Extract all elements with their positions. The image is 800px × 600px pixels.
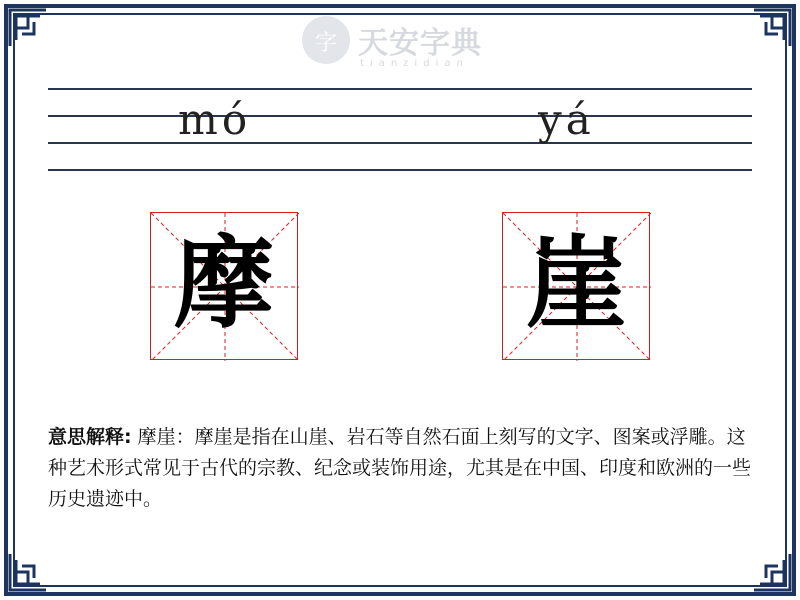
corner-ornament-top-left — [8, 8, 48, 48]
logo-subtitle: tianzidian — [360, 58, 469, 69]
logo-mark: 字 — [302, 16, 350, 64]
explanation-text: 摩崖：摩崖是指在山崖、岩石等自然石面上刻写的文字、图案或浮雕。这种艺术形式常见于古代的宗教、纪念或装饰用途，尤其是在中国、印度和欧洲的一些历史遗迹中。 — [48, 426, 752, 510]
corner-ornament-bottom-left — [8, 552, 48, 592]
explanation — [48, 422, 752, 515]
character-grid-1 — [150, 212, 298, 360]
corner-ornament-bottom-right — [752, 552, 792, 592]
pinyin-1: mó — [178, 95, 252, 144]
site-logo — [302, 12, 502, 72]
character-grid-2 — [502, 212, 650, 360]
character-1: 摩 — [174, 224, 274, 342]
character-2: 崖 — [526, 224, 626, 342]
explanation-label: 意思解释: — [48, 426, 132, 448]
pinyin-2: yá — [538, 95, 595, 144]
corner-ornament-top-right — [752, 8, 792, 48]
logo-name: 天安字典 — [358, 26, 482, 61]
pinyin-lines — [48, 88, 752, 172]
